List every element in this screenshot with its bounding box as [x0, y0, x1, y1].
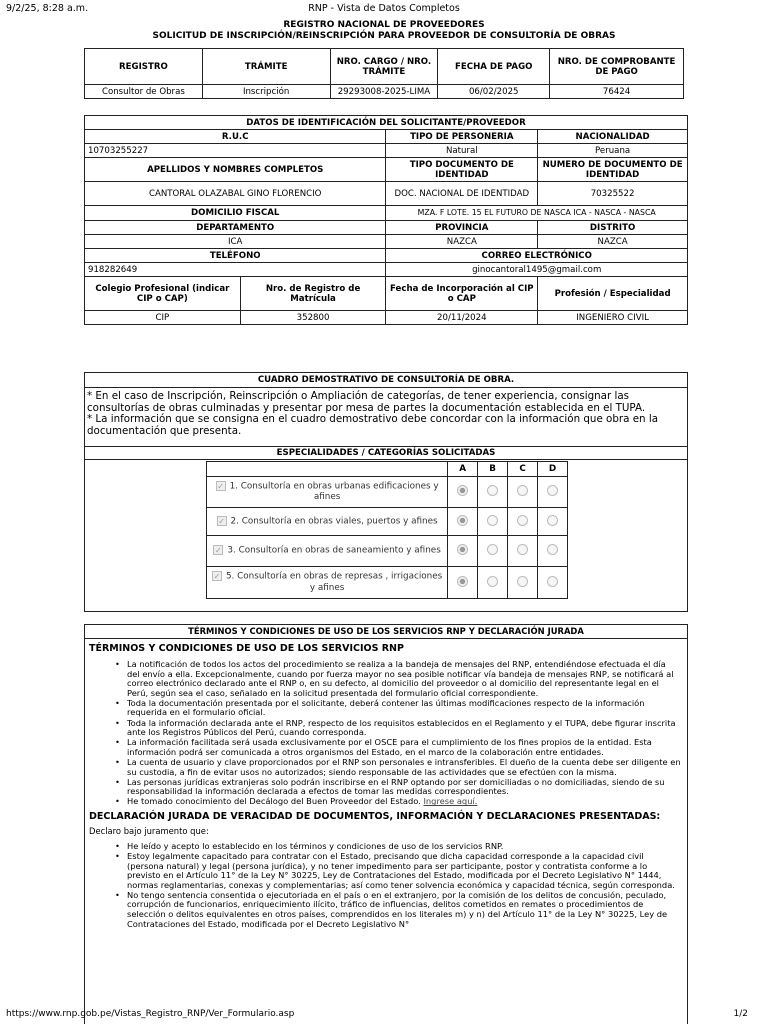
- especialidad-1-label: 1. Consultoría en obras urbanas edificaciones y afines: [229, 481, 439, 503]
- distrito-label: DISTRITO: [538, 221, 688, 235]
- cuadro-note-2: * La información que se consigna en el cuadro demostrativo debe concordar con la información que obra en la documentación que presenta.: [87, 413, 659, 437]
- header-nro-cargo: NRO. CARGO / NRO. TRÁMITE: [330, 49, 438, 85]
- cuadro-notes: [85, 388, 687, 439]
- declaracion-item: • Estoy legalmente capacitado para contratar con el Estado, precisando que dicha capacidad corresponde a la capacidad civil (persona natural) y legal (persona jurídica), y no tener impedimento para ser participante, postor y contratista conforme a lo previsto en el Artículo 11° de la Ley N° 30225, Ley de Contrataciones del Estado, modificada por el Decreto Legislativo N° 1444, normas reglamentarias, conexas y complementarias; así como tener solvencia económica y capacidad técnica, según corresponda.: [115, 852, 681, 890]
- provincia-label: PROVINCIA: [386, 221, 538, 235]
- radio-c[interactable]: [517, 544, 528, 555]
- especialidad-3-cat-b[interactable]: [478, 536, 508, 567]
- header-tramite: TRÁMITE: [202, 49, 330, 85]
- tipo-persona-value: Natural: [386, 144, 538, 158]
- distrito-value: NAZCA: [538, 235, 688, 249]
- especialidad-1-cat-a[interactable]: [448, 477, 478, 508]
- radio-d[interactable]: [547, 485, 558, 496]
- radio-b[interactable]: [487, 515, 498, 526]
- print-footer: [0, 1009, 768, 1021]
- radio-a-selected[interactable]: [457, 485, 468, 496]
- nacionalidad-value: Peruana: [538, 144, 688, 158]
- radio-c[interactable]: [517, 485, 528, 496]
- terms-section: [84, 624, 688, 1024]
- radio-c[interactable]: [517, 515, 528, 526]
- print-header: [0, 3, 768, 17]
- page-url: https://www.rnp.gob.pe/Vistas_Registro_RNP/Ver_Formulario.asp: [6, 1009, 295, 1019]
- tipo-doc-value: DOC. NACIONAL DE IDENTIDAD: [386, 182, 538, 206]
- colegio-value: CIP: [85, 311, 241, 325]
- especialidad-2-cat-b[interactable]: [478, 508, 508, 536]
- category-header-d: D: [538, 462, 568, 477]
- declaracion-item: • He leído y acepto lo establecido en los términos y condiciones de uso de los servicios RNP.: [115, 842, 681, 852]
- especialidad-5-checkbox[interactable]: ✓: [213, 572, 221, 582]
- header-fecha-pago: FECHA DE PAGO: [438, 49, 550, 85]
- especialidad-3-cat-c[interactable]: [508, 536, 538, 567]
- especialidad-row-1: [207, 477, 448, 508]
- value-nro-cargo: 29293008-2025-LIMA: [330, 85, 438, 99]
- nacionalidad-label: NACIONALIDAD: [538, 130, 688, 144]
- cuadro-title: CUADRO DEMOSTRATIVO DE CONSULTORÍA DE OBRA.: [85, 373, 687, 388]
- cuadro-demostrativo: [84, 372, 688, 612]
- colegio-label: Colegio Profesional (indicar CIP o CAP): [85, 277, 241, 311]
- document-title: [0, 20, 768, 42]
- especialidad-row-3: [207, 536, 448, 567]
- telefono-value: 918282649: [85, 263, 386, 277]
- provincia-value: NAZCA: [386, 235, 538, 249]
- fecha-incorporacion-label: Fecha de Incorporación al CIP o CAP: [386, 277, 538, 311]
- correo-label: CORREO ELECTRÓNICO: [386, 249, 688, 263]
- especialidad-5-cat-d[interactable]: [538, 567, 568, 599]
- tipo-doc-label: TIPO DOCUMENTO DE IDENTIDAD: [386, 158, 538, 182]
- departamento-label: DEPARTAMENTO: [85, 221, 386, 235]
- category-header-c: C: [508, 462, 538, 477]
- value-comprobante: 76424: [550, 85, 684, 99]
- nombres-value: CANTORAL OLAZABAL GINO FLORENCIO: [85, 182, 386, 206]
- especialidades-table: [206, 461, 568, 599]
- radio-d[interactable]: [547, 544, 558, 555]
- header-comprobante: NRO. DE COMPROBANTE DE PAGO: [550, 49, 684, 85]
- fecha-incorporacion-value: 20/11/2024: [386, 311, 538, 325]
- declaracion-intro: Declaro bajo juramento que:: [89, 825, 209, 836]
- decalogo-link[interactable]: Ingrese aquí.: [423, 796, 478, 807]
- especialidad-3-checkbox[interactable]: ✓: [215, 546, 222, 556]
- especialidad-2-cat-c[interactable]: [508, 508, 538, 536]
- radio-a-selected[interactable]: [457, 576, 468, 587]
- category-header-b: B: [478, 462, 508, 477]
- terms-item-decalogo: [115, 797, 681, 807]
- registro-matricula-value: 352800: [240, 311, 386, 325]
- radio-d[interactable]: [547, 515, 558, 526]
- print-date: 9/2/25, 8:28 a.m.: [6, 3, 89, 14]
- terms-item: • La notificación de todos los actos del procedimiento se realiza a la bandeja de mensajes del RNP, entendiéndose efectuada el día del envío a ella. Excepcionalmente, cuando por fuerza mayor no sea posible notificar vía bandeja de mensajes RNP, se notificará al correo electrónico declarado ante el RNP o, en su defecto, al domicilio del proveedor o al domicilio del representante legal en el Perú, según sea el caso, señalado en la solicitud presentada del formulario oficial correspondiente.: [115, 660, 681, 698]
- especialidad-1-checkbox[interactable]: ✓: [217, 481, 224, 491]
- especialidad-row-2: [207, 508, 448, 536]
- especialidad-2-cat-a[interactable]: [448, 508, 478, 536]
- print-title: RNP - Vista de Datos Completos: [308, 3, 460, 14]
- especialidad-5-label: 5. Consultoría en obras de represas , irrigaciones y afines: [225, 571, 443, 593]
- especialidad-1-cat-d[interactable]: [538, 477, 568, 508]
- registro-matricula-label: Nro. de Registro de Matrícula: [240, 277, 386, 311]
- especialidades-title: ESPECIALIDADES / CATEGORÍAS SOLICITADAS: [85, 446, 687, 460]
- especialidad-5-cat-a[interactable]: [448, 567, 478, 599]
- declaracion-list: [115, 842, 681, 929]
- domicilio-label: DOMICILIO FISCAL: [85, 206, 386, 221]
- terms-item: • La cuenta de usuario y clave proporcionados por el RNP son personales e intransferibles. El dueño de la cuenta debe ser diligente en su custodia, a fin de evitar usos no autorizados; siendo responsable de las actividades que se efectúen con la misma.: [115, 758, 681, 777]
- header-registro: REGISTRO: [85, 49, 203, 85]
- especialidad-row-5: [207, 567, 448, 599]
- page-number: 1/2: [733, 1009, 748, 1019]
- especialidad-1-cat-c[interactable]: [508, 477, 538, 508]
- radio-a-selected[interactable]: [457, 515, 468, 526]
- value-registro: Consultor de Obras: [85, 85, 203, 99]
- ruc-value: 10703255227: [85, 144, 386, 158]
- terms-item: • Toda la información declarada ante el RNP, respecto de los requisitos establecidos en el Reglamento y el TUPA, debe figurar inscrita ante los Registros Públicos del Perú, cuando corresponda.: [115, 719, 681, 738]
- num-doc-label: NUMERO DE DOCUMENTO DE IDENTIDAD: [538, 158, 688, 182]
- profesion-value: INGENIERO CIVIL: [538, 311, 688, 325]
- correo-value: ginocantoral1495@gmail.com: [386, 263, 688, 277]
- domicilio-value: MZA. F LOTE. 15 EL FUTURO DE NASCA ICA - NASCA - NASCA: [386, 206, 688, 221]
- terms-item: • La información facilitada será usada exclusivamente por el OSCE para el cumplimiento de los fines propios de la entidad. Esta información podrá ser comunicada a otros organismos del Estado, en el marco de la colaboración entre entidades.: [115, 738, 681, 757]
- especialidad-3-cat-a[interactable]: [448, 536, 478, 567]
- terms-list: [115, 660, 681, 807]
- profesion-label: Profesión / Especialidad: [538, 277, 688, 311]
- especialidad-header-blank: [207, 462, 448, 477]
- num-doc-value: 70325522: [538, 182, 688, 206]
- especialidad-2-label: 2. Consultoría en obras viales, puertos y afines: [230, 516, 438, 527]
- solicitante-table: [84, 115, 688, 325]
- telefono-label: TELÉFONO: [85, 249, 386, 263]
- ruc-label: R.U.C: [85, 130, 386, 144]
- registro-table: [84, 48, 684, 99]
- document-title-line1: REGISTRO NACIONAL DE PROVEEDORES: [283, 20, 485, 30]
- departamento-value: ICA: [85, 235, 386, 249]
- terms-item: • Las personas jurídicas extranjeras solo podrán inscribirse en el RNP optando por ser domiciliadas o no domiciliadas, siendo de su responsabilidad la información declarada a efectos de tomar las medidas correspondientes.: [115, 778, 681, 797]
- terms-heading: TÉRMINOS Y CONDICIONES DE USO DE LOS SERVICIOS RNP: [89, 643, 404, 654]
- especialidad-5-cat-b[interactable]: [478, 567, 508, 599]
- document-title-line2: SOLICITUD DE INSCRIPCIÓN/REINSCRIPCIÓN PARA PROVEEDOR DE CONSULTORÍA DE OBRAS: [152, 31, 616, 41]
- radio-c[interactable]: [517, 576, 528, 587]
- decalogo-text: He tomado conocimiento del Decálogo del Buen Proveedor del Estado.: [127, 796, 421, 807]
- especialidad-2-checkbox[interactable]: ✓: [218, 516, 225, 526]
- especialidad-5-cat-c[interactable]: [508, 567, 538, 599]
- declaracion-item: • No tengo sentencia consentida o ejecutoriada en el país o en el extranjero, por la comisión de los delitos de concusión, peculado, corrupción de funcionarios, enriquecimiento ilícito, tráfico de influencias, delitos cometidos en remates o procedimientos de selección o delitos equivalentes en otros países, comprendidos en los literales m) y n) del Artículo 11° de la Ley N° 30225, Ley de Contrataciones del Estado, modificada por el Decreto Legislativo N°: [115, 891, 681, 929]
- terms-item: • Toda la documentación presentada por el solicitante, deberá contener las últimas modificaciones respecto de la información requerida en el formulario oficial.: [115, 699, 681, 718]
- terms-section-title: TÉRMINOS Y CONDICIONES DE USO DE LOS SERVICIOS RNP Y DECLARACIÓN JURADA: [85, 625, 687, 639]
- especialidad-2-cat-d[interactable]: [538, 508, 568, 536]
- value-fecha-pago: 06/02/2025: [438, 85, 550, 99]
- radio-d[interactable]: [547, 576, 558, 587]
- nombres-label: APELLIDOS Y NOMBRES COMPLETOS: [85, 158, 386, 182]
- radio-b[interactable]: [487, 485, 498, 496]
- especialidad-1-cat-b[interactable]: [478, 477, 508, 508]
- cuadro-note-1: * En el caso de Inscripción, Reinscripción o Ampliación de categorías, de tener experiencia, consignar las consultorías de obras culminadas y presentar por mesa de partes la documentación establecida en el TUPA.: [87, 390, 646, 414]
- radio-b[interactable]: [487, 544, 498, 555]
- especialidad-3-cat-d[interactable]: [538, 536, 568, 567]
- radio-b[interactable]: [487, 576, 498, 587]
- radio-a-selected[interactable]: [457, 544, 468, 555]
- declaracion-heading: DECLARACIÓN JURADA DE VERACIDAD DE DOCUMENTOS, INFORMACIÓN Y DECLARACIONES PRESENTADAS:: [89, 810, 661, 822]
- tipo-persona-label: TIPO DE PERSONERIA: [386, 130, 538, 144]
- value-tramite: Inscripción: [202, 85, 330, 99]
- solicitante-section-title: DATOS DE IDENTIFICACIÓN DEL SOLICITANTE/PROVEEDOR: [85, 116, 688, 130]
- category-header-a: A: [448, 462, 478, 477]
- especialidad-3-label: 3. Consultoría en obras de saneamiento y afines: [227, 545, 441, 556]
